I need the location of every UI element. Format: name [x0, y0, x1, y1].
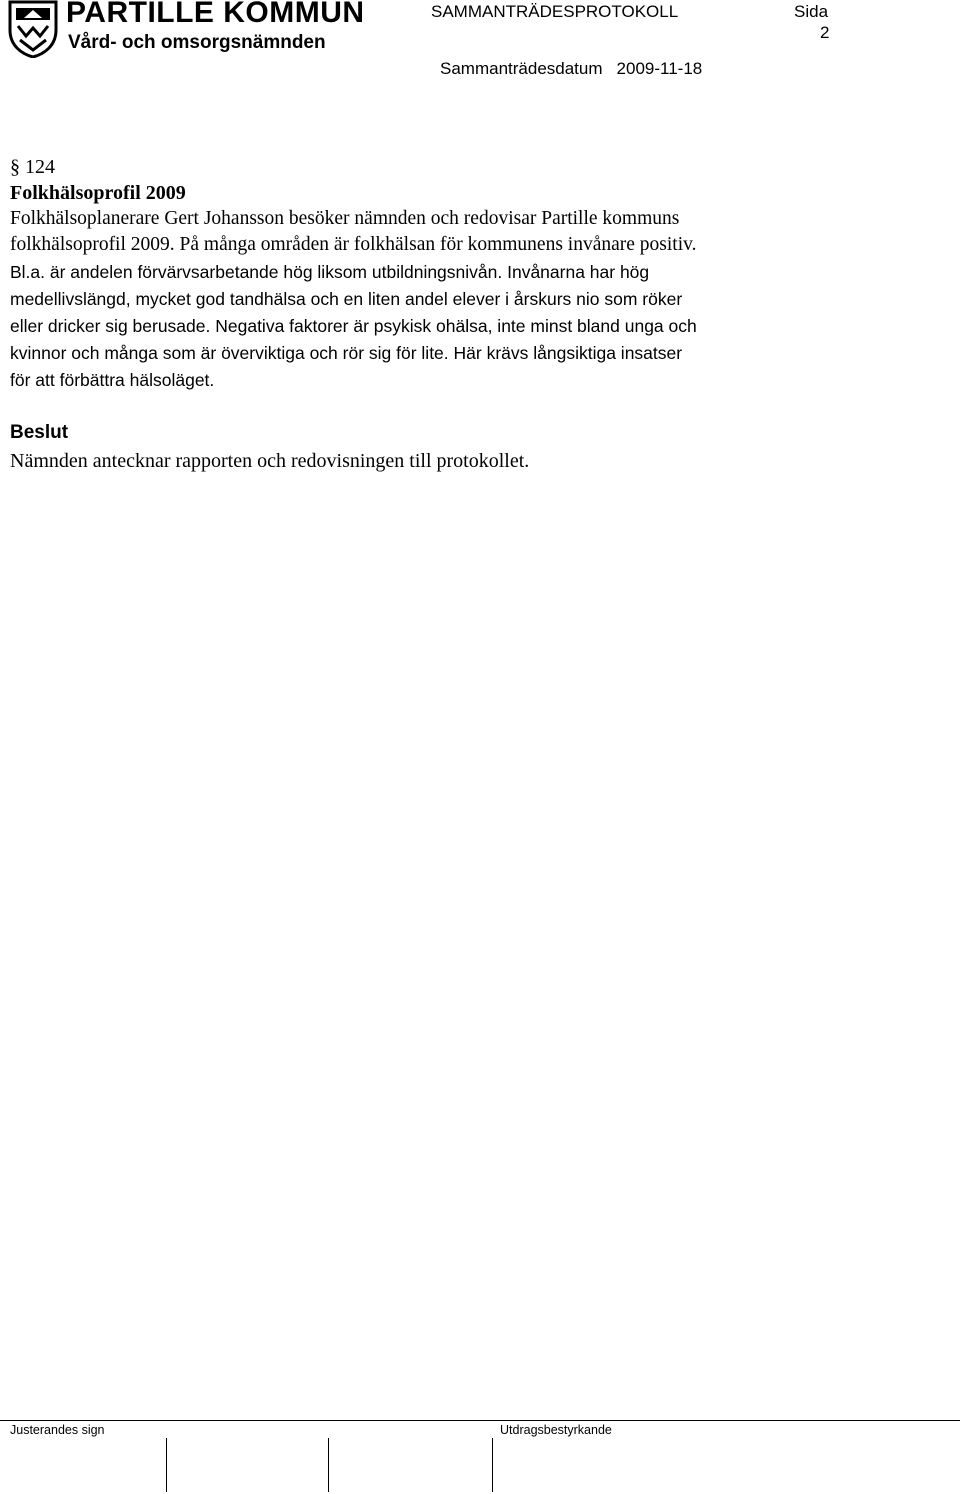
body-line: medellivslängd, mycket god tandhälsa och en liten andel elever i årskurs nio som röker [10, 289, 683, 309]
meeting-date-label: Sammanträdesdatum [440, 59, 603, 78]
coat-of-arms-icon [8, 0, 58, 58]
decision-text: Nämnden antecknar rapporten och redovisningen till protokollet. [10, 450, 530, 472]
decision-heading: Beslut [10, 422, 69, 443]
org-name: PARTILLE KOMMUN [66, 0, 365, 29]
section-number: § 124 [10, 156, 55, 178]
body-line: för att förbättra hälsoläget. [10, 370, 215, 390]
body-line: eller dricker sig berusade. Negativa faktorer är psykisk ohälsa, inte minst bland unga och [10, 316, 697, 336]
meeting-date: 2009-11-18 [616, 59, 703, 78]
body-line: kvinnor och många som är överviktiga och rör sig för lite. Här krävs långsiktiga insatser [10, 343, 683, 363]
page-number: 2 [820, 23, 830, 42]
utdragsbestyrkande-label: Utdragsbestyrkande [500, 1423, 612, 1437]
footer-divider [0, 1420, 960, 1421]
body-line: folkhälsoprofil 2009. På många områden är folkhälsan för kommunens invånare positiv. [10, 234, 697, 255]
committee-name: Vård- och omsorgsnämnden [68, 32, 326, 53]
body-line: Folkhälsoplanerare Gert Johansson besöker nämnden och redovisar Partille kommuns [10, 208, 680, 229]
section-title: Folkhälsoprofil 2009 [10, 182, 186, 204]
signature-box-divider [328, 1438, 329, 1492]
page-label: Sida [794, 2, 829, 21]
meeting-date-row [440, 58, 702, 80]
document-type: SAMMANTRÄDESPROTOKOLL [431, 2, 679, 21]
signature-box-divider [166, 1438, 167, 1492]
body-line: Bl.a. är andelen förvärvsarbetande hög liksom utbildningsnivån. Invånarna har hög [10, 262, 650, 282]
justerandes-sign-label: Justerandes sign [10, 1423, 105, 1437]
signature-box-divider [492, 1438, 493, 1492]
